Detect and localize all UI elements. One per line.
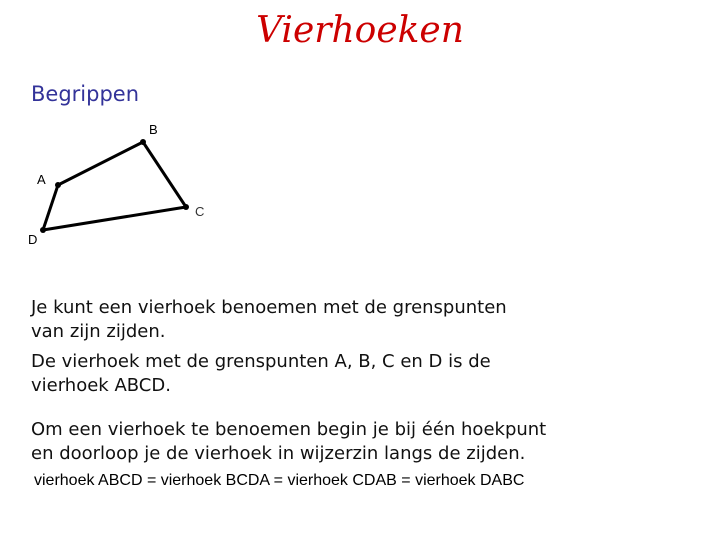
point-d [40,227,46,233]
section-subtitle: Begrippen [31,82,140,106]
page-title: Vierhoeken [256,10,464,51]
label-a: A [37,172,46,187]
quadrilateral-shape [43,142,186,230]
label-c: C [195,204,205,219]
paragraph-2-line-1: De vierhoek met de grenspunten A, B, C en D is de [31,351,491,372]
paragraph-3-line-1: Om een vierhoek te benoemen begin je bij één hoekpunt [31,419,547,440]
paragraph-1-line-1: Je kunt een vierhoek benoemen met de grenspunten [31,297,507,318]
equivalence-statement: vierhoek ABCD = vierhoek BCDA = vierhoek CDAB = vierhoek DABC [34,472,525,489]
point-a [55,182,61,188]
paragraph-1 [31,296,671,344]
quadrilateral-diagram [20,115,220,255]
label-d: D [28,232,38,247]
paragraph-2-line-2: vierhoek ABCD. [31,375,171,396]
paragraph-1-line-2: van zijn zijden. [31,321,166,342]
paragraph-2 [31,350,671,398]
point-b [140,139,146,145]
point-c [183,204,189,210]
paragraph-3 [31,418,671,466]
label-b: B [149,122,158,137]
paragraph-3-line-2: en doorloop je de vierhoek in wijzerzin langs de zijden. [31,443,526,464]
